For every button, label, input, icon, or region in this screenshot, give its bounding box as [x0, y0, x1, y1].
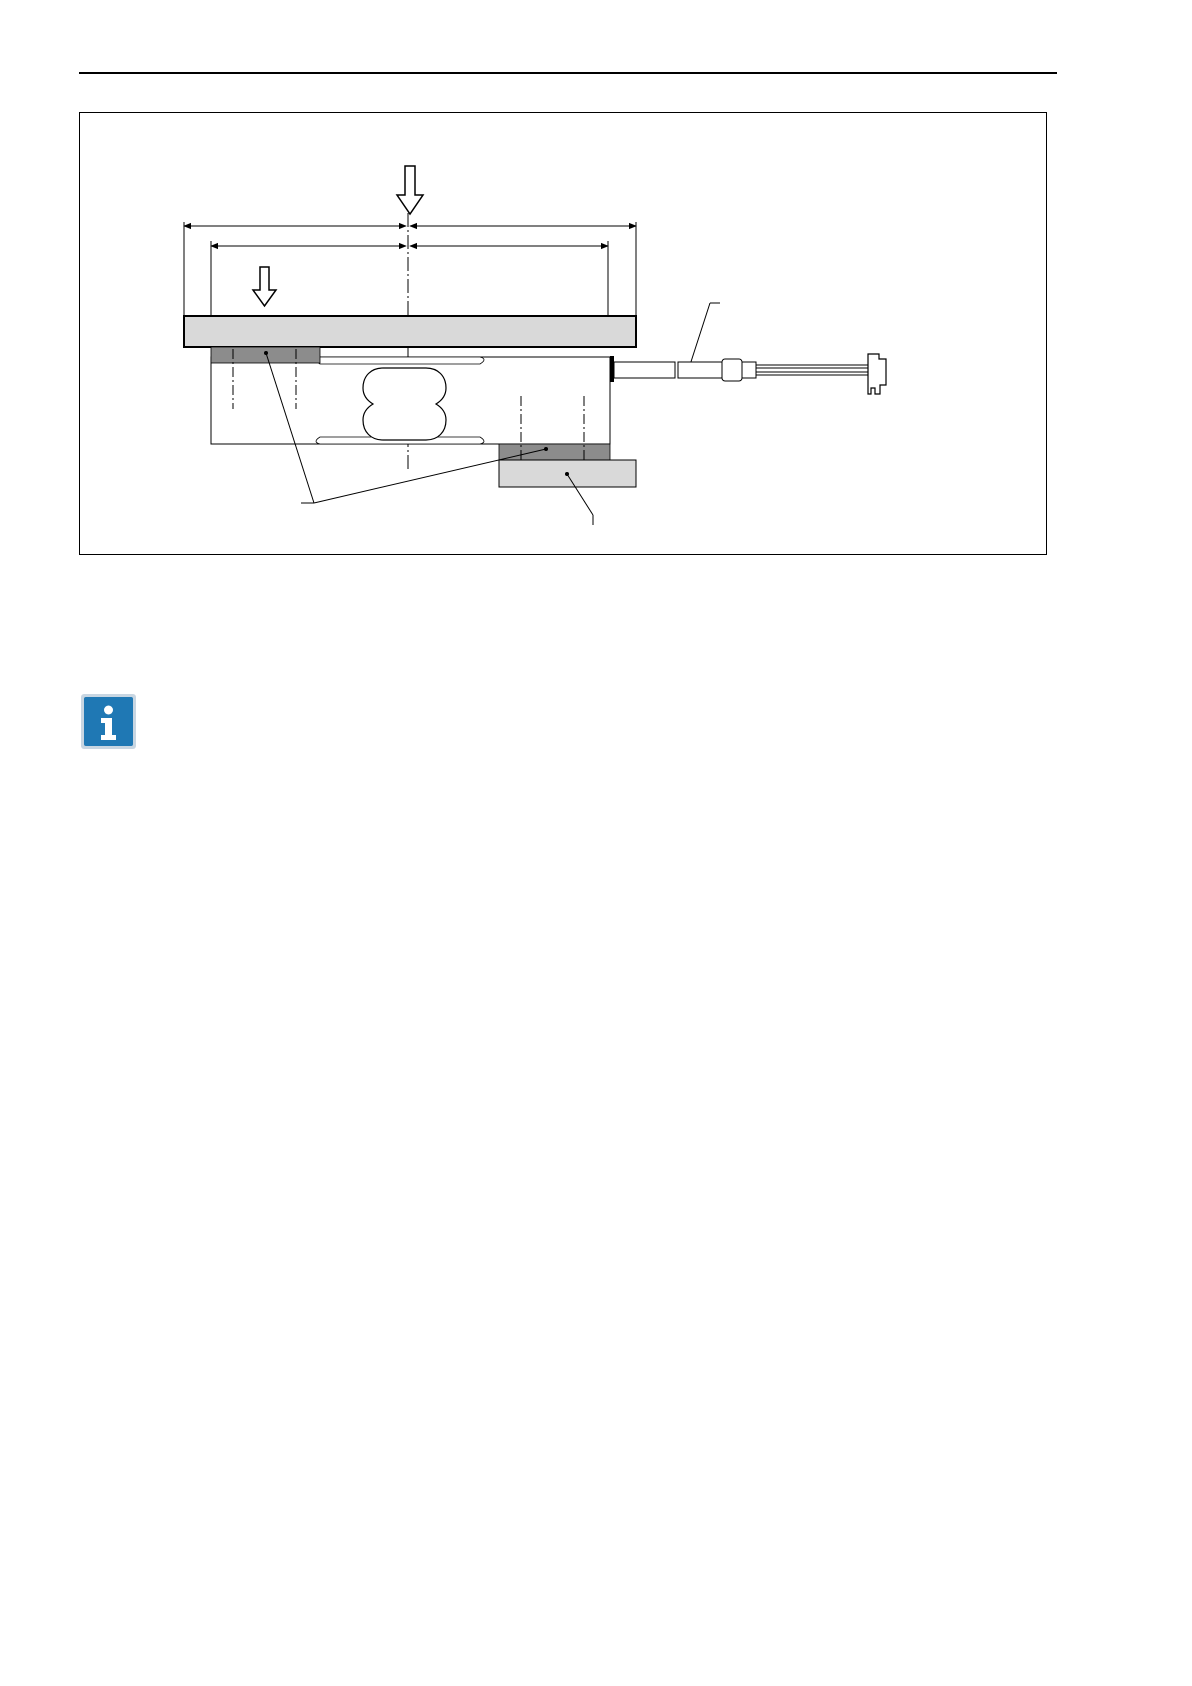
top-load-plate [184, 316, 636, 347]
load-cell-drawing [80, 113, 1048, 556]
load-cell-body [211, 357, 610, 444]
load-arrow-icon [397, 166, 423, 214]
cable [610, 356, 878, 382]
mounting-surface-top [211, 347, 320, 363]
eccentric-load-arrow-icon [253, 267, 276, 306]
mounting-surface-bottom [499, 444, 610, 460]
load-cell-figure [79, 112, 1047, 555]
plug-connector-icon [868, 354, 886, 394]
info-icon [80, 693, 137, 750]
header-rule [79, 72, 1057, 74]
